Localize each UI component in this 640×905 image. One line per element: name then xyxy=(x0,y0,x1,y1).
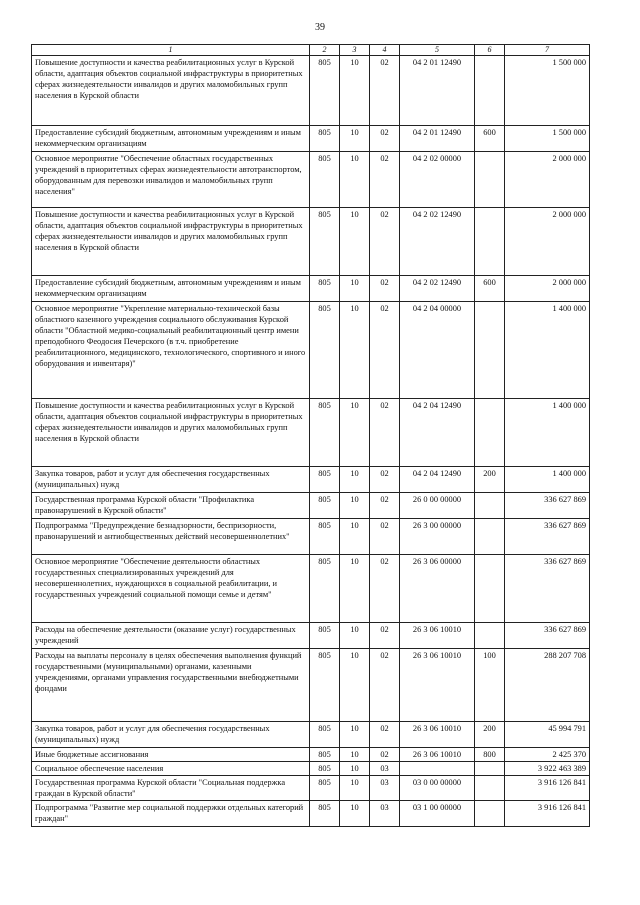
row-expense-type xyxy=(475,801,505,827)
row-target-article: 26 3 06 10010 xyxy=(400,649,475,722)
row-admin-code: 805 xyxy=(310,302,340,399)
table-row xyxy=(32,276,590,302)
row-section: 10 xyxy=(340,519,370,555)
row-subsection: 03 xyxy=(370,801,400,827)
header-col-4: 4 xyxy=(370,45,400,56)
table-row xyxy=(32,722,590,748)
row-section: 10 xyxy=(340,467,370,493)
row-name: Закупка товаров, работ и услуг для обеспечения государственных (муниципальных) нужд xyxy=(32,722,310,748)
row-amount: 336 627 869 xyxy=(505,623,590,649)
table-row xyxy=(32,399,590,467)
row-section: 10 xyxy=(340,722,370,748)
row-section: 10 xyxy=(340,399,370,467)
row-section: 10 xyxy=(340,649,370,722)
row-admin-code: 805 xyxy=(310,467,340,493)
row-subsection: 02 xyxy=(370,152,400,208)
row-section: 10 xyxy=(340,623,370,649)
row-admin-code: 805 xyxy=(310,748,340,762)
row-name: Основное мероприятие "Укрепление материально-технической базы областного казенного учреждения социального обслуживания Курской области "Областной медико-социальный реабилитационный центр имени преподобного Феодосия Печерского (в т.ч. приобретение реабилитационного, медицинского, технологического, спортивного и иного оборудования и инвентаря)" xyxy=(32,302,310,399)
row-expense-type xyxy=(475,555,505,623)
row-expense-type xyxy=(475,152,505,208)
header-col-2: 2 xyxy=(310,45,340,56)
row-name: Иные бюджетные ассигнования xyxy=(32,748,310,762)
row-target-article: 04 2 01 12490 xyxy=(400,126,475,152)
table-row xyxy=(32,126,590,152)
table-row xyxy=(32,801,590,827)
row-admin-code: 805 xyxy=(310,801,340,827)
row-admin-code: 805 xyxy=(310,623,340,649)
row-target-article: 04 2 04 12490 xyxy=(400,467,475,493)
row-admin-code: 805 xyxy=(310,208,340,276)
row-subsection: 02 xyxy=(370,126,400,152)
row-section: 10 xyxy=(340,555,370,623)
row-expense-type: 600 xyxy=(475,126,505,152)
row-subsection: 02 xyxy=(370,722,400,748)
row-subsection: 02 xyxy=(370,623,400,649)
header-col-7: 7 xyxy=(505,45,590,56)
row-target-article: 04 2 02 12490 xyxy=(400,276,475,302)
row-section: 10 xyxy=(340,748,370,762)
table-row xyxy=(32,649,590,722)
row-amount: 336 627 869 xyxy=(505,555,590,623)
row-section: 10 xyxy=(340,208,370,276)
table-header xyxy=(32,45,590,56)
row-expense-type: 100 xyxy=(475,649,505,722)
row-admin-code: 805 xyxy=(310,649,340,722)
row-expense-type: 200 xyxy=(475,722,505,748)
page-number: 39 xyxy=(315,22,325,33)
row-name: Повышение доступности и качества реабилитационных услуг в Курской области, адаптация объектов социальной инфраструктуры в приоритетных сферах жизнедеятельности инвалидов и других маломобильных групп населения в Курской области xyxy=(32,208,310,276)
row-section: 10 xyxy=(340,152,370,208)
row-target-article: 03 1 00 00000 xyxy=(400,801,475,827)
row-subsection: 03 xyxy=(370,762,400,776)
row-admin-code: 805 xyxy=(310,126,340,152)
table-row xyxy=(32,208,590,276)
row-expense-type xyxy=(475,623,505,649)
row-expense-type xyxy=(475,776,505,801)
header-col-6: 6 xyxy=(475,45,505,56)
row-section: 10 xyxy=(340,776,370,801)
row-subsection: 02 xyxy=(370,649,400,722)
row-section: 10 xyxy=(340,56,370,126)
row-amount: 3 922 463 389 xyxy=(505,762,590,776)
table-row xyxy=(32,762,590,776)
row-target-article: 26 3 00 00000 xyxy=(400,519,475,555)
row-amount: 1 400 000 xyxy=(505,302,590,399)
row-amount: 2 000 000 xyxy=(505,208,590,276)
row-expense-type xyxy=(475,208,505,276)
header-col-3: 3 xyxy=(340,45,370,56)
header-col-5: 5 xyxy=(400,45,475,56)
row-expense-type: 200 xyxy=(475,467,505,493)
row-name: Расходы на обеспечение деятельности (оказание услуг) государственных учреждений xyxy=(32,623,310,649)
row-amount: 336 627 869 xyxy=(505,493,590,519)
budget-table xyxy=(31,44,590,827)
table-row xyxy=(32,152,590,208)
row-subsection: 02 xyxy=(370,467,400,493)
row-name: Государственная программа Курской области "Профилактика правонарушений в Курской области" xyxy=(32,493,310,519)
row-expense-type xyxy=(475,762,505,776)
row-admin-code: 805 xyxy=(310,493,340,519)
row-admin-code: 805 xyxy=(310,519,340,555)
table-row xyxy=(32,493,590,519)
row-target-article: 26 3 06 10010 xyxy=(400,748,475,762)
row-section: 10 xyxy=(340,801,370,827)
row-target-article xyxy=(400,762,475,776)
table-row xyxy=(32,776,590,801)
row-section: 10 xyxy=(340,302,370,399)
row-name: Предоставление субсидий бюджетным, автономным учреждениям и иным некоммерческим организациям xyxy=(32,126,310,152)
row-subsection: 03 xyxy=(370,776,400,801)
row-expense-type xyxy=(475,399,505,467)
row-expense-type: 600 xyxy=(475,276,505,302)
row-expense-type xyxy=(475,493,505,519)
row-admin-code: 805 xyxy=(310,776,340,801)
row-name: Предоставление субсидий бюджетным, автономным учреждениям и иным некоммерческим организациям xyxy=(32,276,310,302)
table-row xyxy=(32,555,590,623)
row-expense-type xyxy=(475,519,505,555)
row-target-article: 04 2 02 00000 xyxy=(400,152,475,208)
row-name: Подпрограмма "Предупреждение безнадзорности, беспризорности, правонарушений и антиобщественных действий несовершеннолетних" xyxy=(32,519,310,555)
row-amount: 1 400 000 xyxy=(505,467,590,493)
row-target-article: 04 2 01 12490 xyxy=(400,56,475,126)
row-amount: 288 207 708 xyxy=(505,649,590,722)
row-name: Социальное обеспечение населения xyxy=(32,762,310,776)
row-subsection: 02 xyxy=(370,555,400,623)
row-section: 10 xyxy=(340,126,370,152)
table-row xyxy=(32,56,590,126)
row-amount: 1 400 000 xyxy=(505,399,590,467)
table-row xyxy=(32,467,590,493)
row-amount: 2 000 000 xyxy=(505,152,590,208)
row-subsection: 02 xyxy=(370,276,400,302)
row-admin-code: 805 xyxy=(310,722,340,748)
row-admin-code: 805 xyxy=(310,56,340,126)
row-amount: 1 500 000 xyxy=(505,56,590,126)
row-admin-code: 805 xyxy=(310,399,340,467)
row-target-article: 04 2 04 00000 xyxy=(400,302,475,399)
row-target-article: 04 2 02 12490 xyxy=(400,208,475,276)
row-section: 10 xyxy=(340,493,370,519)
table-body xyxy=(32,56,590,827)
row-section: 10 xyxy=(340,276,370,302)
row-amount: 2 425 370 xyxy=(505,748,590,762)
row-subsection: 02 xyxy=(370,519,400,555)
row-subsection: 02 xyxy=(370,208,400,276)
row-subsection: 02 xyxy=(370,399,400,467)
row-target-article: 26 3 06 10010 xyxy=(400,722,475,748)
row-subsection: 02 xyxy=(370,56,400,126)
row-subsection: 02 xyxy=(370,748,400,762)
row-name: Подпрограмма "Развитие мер социальной поддержки отдельных категорий граждан" xyxy=(32,801,310,827)
row-expense-type: 800 xyxy=(475,748,505,762)
row-name: Государственная программа Курской области "Социальная поддержка граждан в Курской области" xyxy=(32,776,310,801)
row-admin-code: 805 xyxy=(310,762,340,776)
row-target-article: 04 2 04 12490 xyxy=(400,399,475,467)
row-admin-code: 805 xyxy=(310,555,340,623)
row-subsection: 02 xyxy=(370,302,400,399)
table-row xyxy=(32,748,590,762)
row-name: Основное мероприятие "Обеспечение областных государственных учреждений в приоритетных сферах жизнедеятельности автотранспортом, оборудованным для перевозки инвалидов и маломобильных групп населения" xyxy=(32,152,310,208)
row-subsection: 02 xyxy=(370,493,400,519)
row-name: Повышение доступности и качества реабилитационных услуг в Курской области, адаптация объектов социальной инфраструктуры в приоритетных сферах жизнедеятельности инвалидов и других маломобильных групп населения в Курской области xyxy=(32,56,310,126)
row-name: Закупка товаров, работ и услуг для обеспечения государственных (муниципальных) нужд xyxy=(32,467,310,493)
row-expense-type xyxy=(475,56,505,126)
row-amount: 2 000 000 xyxy=(505,276,590,302)
row-name: Расходы на выплаты персоналу в целях обеспечения выполнения функций государственными (муниципальными) органами, казенными учреждениями, органами управления государственными внебюджетными фондами xyxy=(32,649,310,722)
row-amount: 3 916 126 841 xyxy=(505,801,590,827)
row-target-article: 03 0 00 00000 xyxy=(400,776,475,801)
row-expense-type xyxy=(475,302,505,399)
table-row xyxy=(32,519,590,555)
table-row xyxy=(32,623,590,649)
row-admin-code: 805 xyxy=(310,276,340,302)
row-amount: 1 500 000 xyxy=(505,126,590,152)
row-target-article: 26 3 06 00000 xyxy=(400,555,475,623)
table-row xyxy=(32,302,590,399)
row-name: Основное мероприятие "Обеспечение деятельности областных государственных специализированных учреждений для несовершеннолетних, нуждающихся в социальной реабилитации, и государственных учреждений социальной помощи семье и детям" xyxy=(32,555,310,623)
row-amount: 336 627 869 xyxy=(505,519,590,555)
row-name: Повышение доступности и качества реабилитационных услуг в Курской области, адаптация объектов социальной инфраструктуры в приоритетных сферах жизнедеятельности инвалидов и других маломобильных групп населения в Курской области xyxy=(32,399,310,467)
header-col-1: 1 xyxy=(32,45,310,56)
row-target-article: 26 3 06 10010 xyxy=(400,623,475,649)
row-section: 10 xyxy=(340,762,370,776)
row-target-article: 26 0 00 00000 xyxy=(400,493,475,519)
row-amount: 3 916 126 841 xyxy=(505,776,590,801)
row-amount: 45 994 791 xyxy=(505,722,590,748)
row-admin-code: 805 xyxy=(310,152,340,208)
